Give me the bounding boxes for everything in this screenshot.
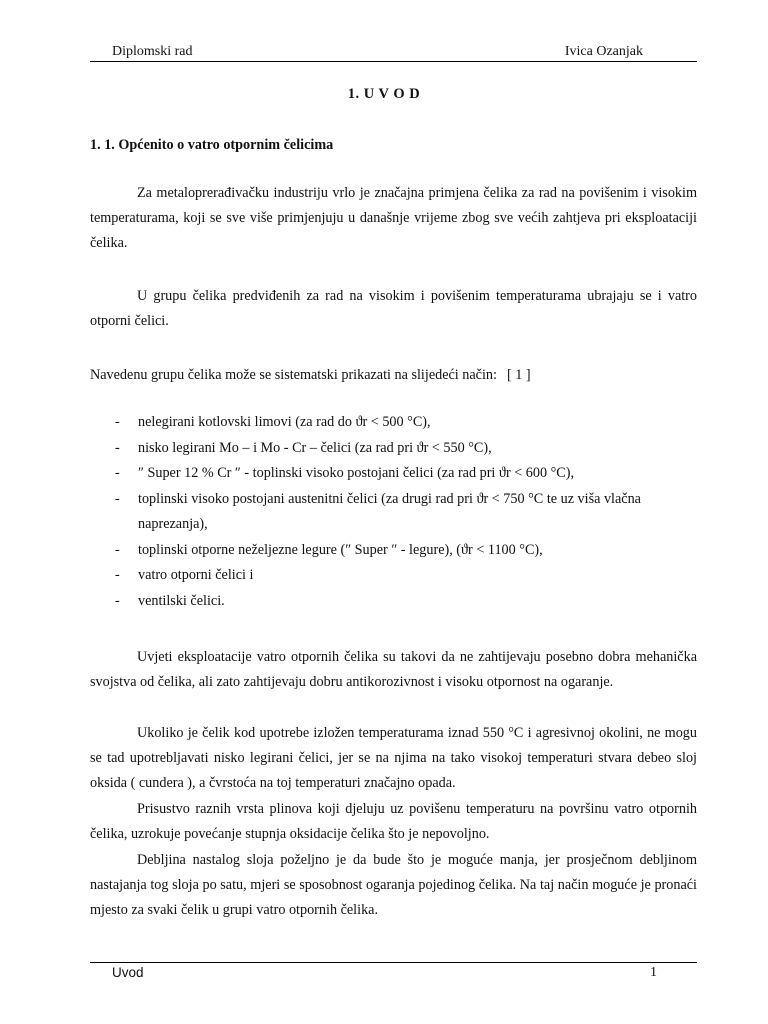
list-item: [90, 538, 697, 564]
list-item: [90, 410, 697, 436]
list-item-text: ventilski čelici.: [138, 592, 225, 609]
page-number: 1: [650, 965, 657, 980]
list-dash: -: [115, 567, 120, 583]
list-dash: -: [115, 592, 120, 609]
header-right: Ivica Ozanjak: [564, 44, 643, 59]
citation-ref: [ 1 ]: [506, 367, 531, 383]
list-dash: -: [115, 541, 120, 558]
list-item-text: nelegirani kotlovski limovi (za rad do ϑr < 500 °C),: [138, 414, 431, 430]
page-footer: [90, 962, 697, 981]
list-item: [90, 461, 697, 487]
footer-left: Uvod: [112, 965, 144, 980]
list-dash: -: [115, 490, 120, 507]
list-dash: -: [115, 439, 120, 456]
paragraph: Uvjeti eksploatacije vatro otpornih čelika su takovi da ne zahtijevaju posebno dobra mehanička svojstva od čelika, ali zato zahtijevaju dobru antikorozivnost i visoku otpornost na ogaranje.: [90, 649, 697, 690]
list-item-text: toplinski otporne neželjezne legure (″ Super ″ - legure), (ϑr < 1100 °C),: [138, 541, 543, 558]
list-item: [90, 563, 697, 589]
steel-group-list: [90, 410, 697, 614]
list-item: [90, 487, 697, 538]
intro-line: [90, 363, 531, 388]
paragraph: U grupu čelika predviđenih za rad na visokim i povišenim temperaturama ubrajaju se i vatro otporni čelici.: [90, 288, 697, 329]
section-heading: 1. 1. Općenito o vatro otpornim čelicima: [90, 137, 334, 153]
list-dash: -: [115, 414, 120, 430]
paragraph: Za metaloprerađivačku industriju vrlo je značajna primjena čelika za rad na povišenim i visokim temperaturama, koji se sve više primjenjuju u današnje vrijeme zbog sve većih zahtjeva pri eksploataciji čelika.: [90, 185, 697, 251]
paragraph: Debljina nastalog sloja poželjno je da bude što je moguće manja, jer prosječnom debljinom nastajanja tog sloja po satu, mjeri se sposobnost ogaranja pojedinog čelika. Na taj način moguće je pronaći mjesto za svaki čelik u grupi vatro otpornih čelika.: [90, 852, 697, 918]
list-item-text: toplinski visoko postojani austenitni čelici (za drugi rad pri ϑr < 750 °C te uz viša vlačna naprezanja),: [138, 490, 641, 532]
paragraph: Prisustvo raznih vrsta plinova koji djeluju uz povišenu temperaturu na površinu vatro otpornih čelika, uzrokuje povećanje stupnja oksidacije čelika što je nepovoljno.: [90, 801, 697, 842]
list-item-text: nisko legirani Mo – i Mo - Cr – čelici (za rad pri ϑr < 550 °C),: [138, 439, 492, 456]
chapter-title: 1. U V O D: [347, 86, 421, 102]
list-item: [90, 589, 697, 615]
list-item-text: vatro otporni čelici i: [138, 567, 254, 583]
list-dash: -: [115, 465, 120, 481]
paragraph: Ukoliko je čelik kod upotrebe izložen temperaturama iznad 550 °C i agresivnoj okolini, ne mogu se tad upotrebljavati nisko legirani čelici, jer se na njima na tako visokoj temperaturi stvara debeo sloj oksida ( cundera ), a čvrstoća na toj temperaturi značajno opada.: [90, 725, 697, 791]
list-item: [90, 436, 697, 462]
list-item-text: ″ Super 12 % Cr ″ - toplinski visoko postojani čelici (za rad pri ϑr < 600 °C),: [138, 465, 575, 481]
intro-text: Navedenu grupu čelika može se sistematski prikazati na slijedeći način:: [90, 367, 497, 383]
header-left: Diplomski rad: [112, 44, 193, 59]
page-header: [90, 44, 697, 62]
